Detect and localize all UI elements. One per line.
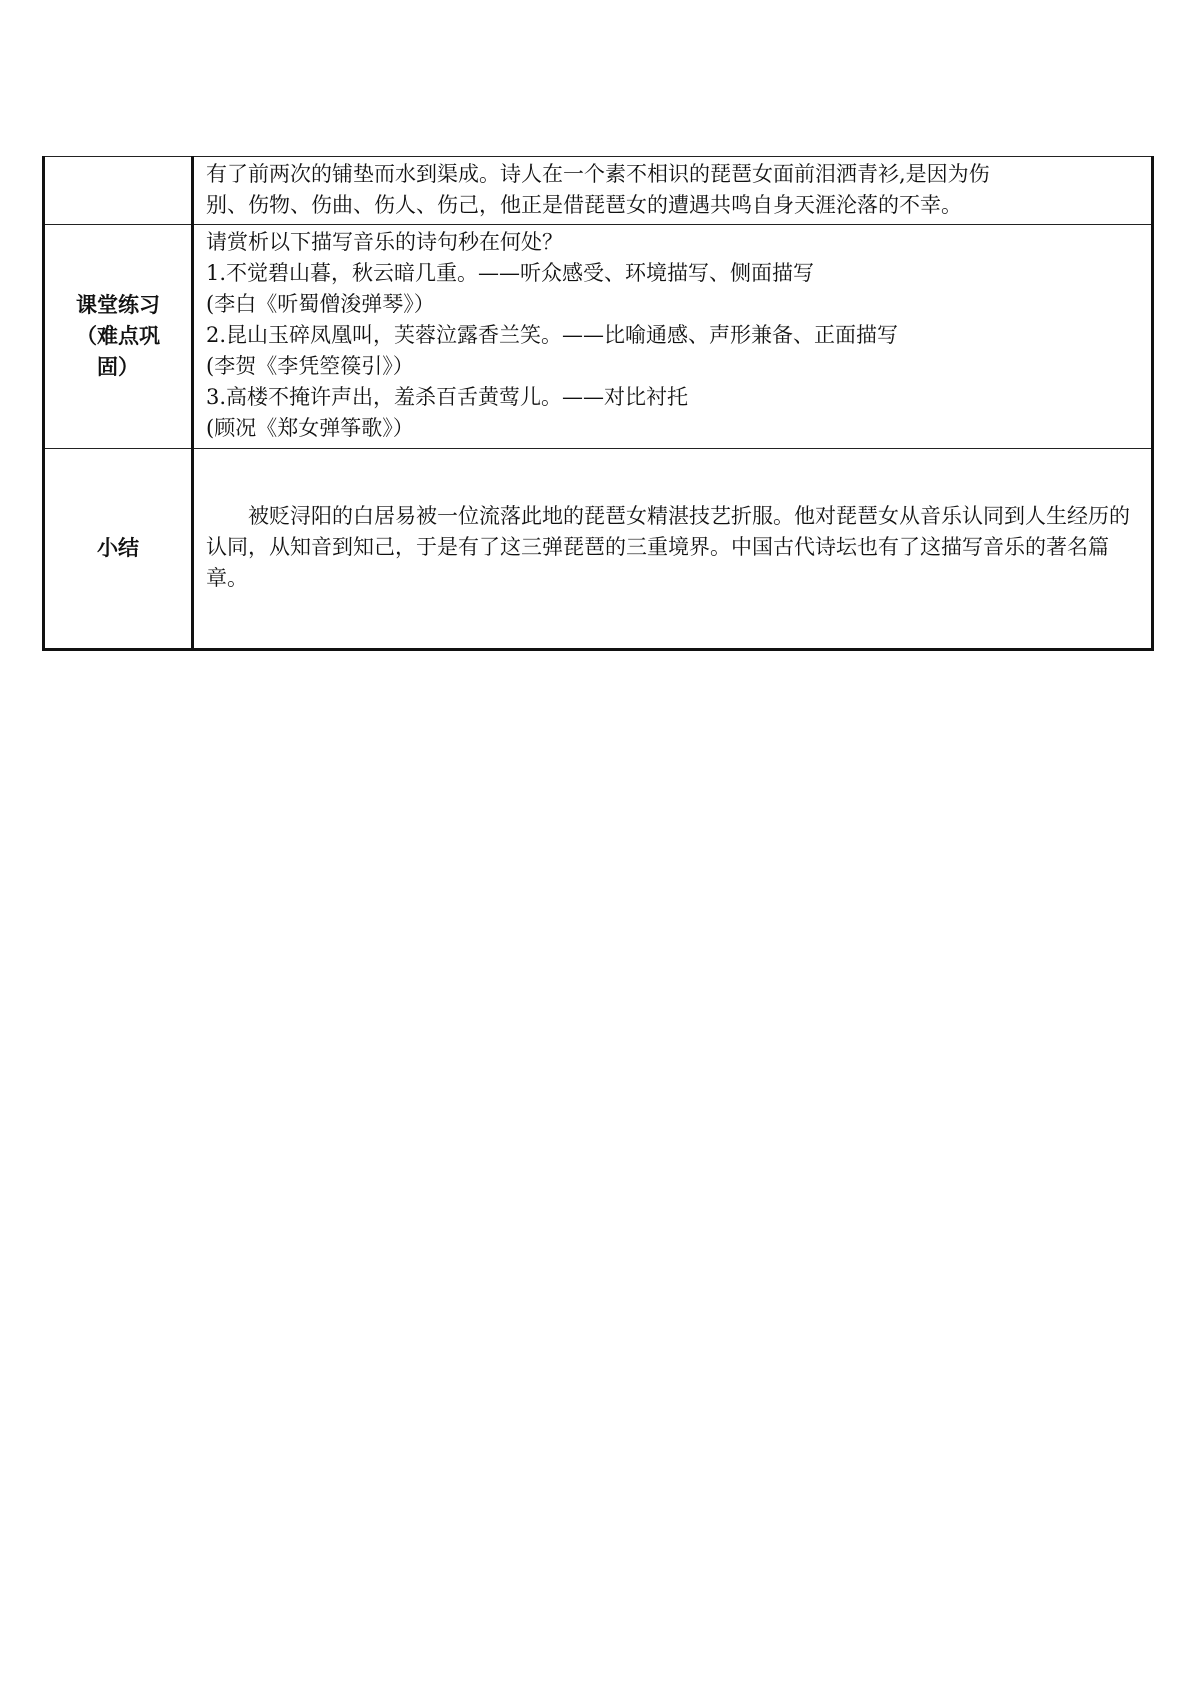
row-label-empty [44,157,193,225]
table-row [44,225,1153,449]
summary-label: 小结 [97,536,139,560]
lesson-table [42,156,1154,651]
row-label-summary [44,449,193,650]
practice-source: (李白《听蜀僧浚弹琴》） [206,292,435,316]
practice-question: 请赏析以下描写音乐的诗句秒在何处？ [206,230,563,254]
practice-content [193,225,1153,449]
summary-paragraph: 被贬浔阳的白居易被一位流落此地的琵琶女精湛技艺折服。他对琵琶女从音乐认同到人生经历的认同，从知音到知己，于是有了这三弹琵琶的三重境界。中国古代诗坛也有了这描写音乐的著名篇章。 [206,504,1130,590]
practice-item: 3.高楼不掩许声出，羞杀百舌黄莺儿。——对比衬托 [206,385,689,409]
practice-item: 2.昆山玉碎凤凰叫，芙蓉泣露香兰笑。——比喻通感、声形兼备、正面描写 [206,323,899,347]
table-row [44,449,1153,650]
practice-item: 1.不觉碧山暮，秋云暗几重。——听众感受、环境描写、侧面描写 [206,261,815,285]
analysis-continuation [193,157,1153,225]
table-row [44,157,1153,225]
practice-source: (李贺《李凭箜篌引》） [206,354,414,378]
row-label-practice [44,225,193,449]
text-line: 有了前两次的铺垫而水到渠成。诗人在一个素不相识的琵琶女面前泪洒青衫,是因为伤 [206,162,990,186]
practice-label: 课堂练习（难点巩固） [76,293,160,379]
practice-source: (顾况《郑女弹筝歌》） [206,416,414,440]
summary-content [193,449,1153,650]
text-line: 别、伤物、伤曲、伤人、伤己，他正是借琵琶女的遭遇共鸣自身天涯沦落的不幸。 [206,193,962,217]
